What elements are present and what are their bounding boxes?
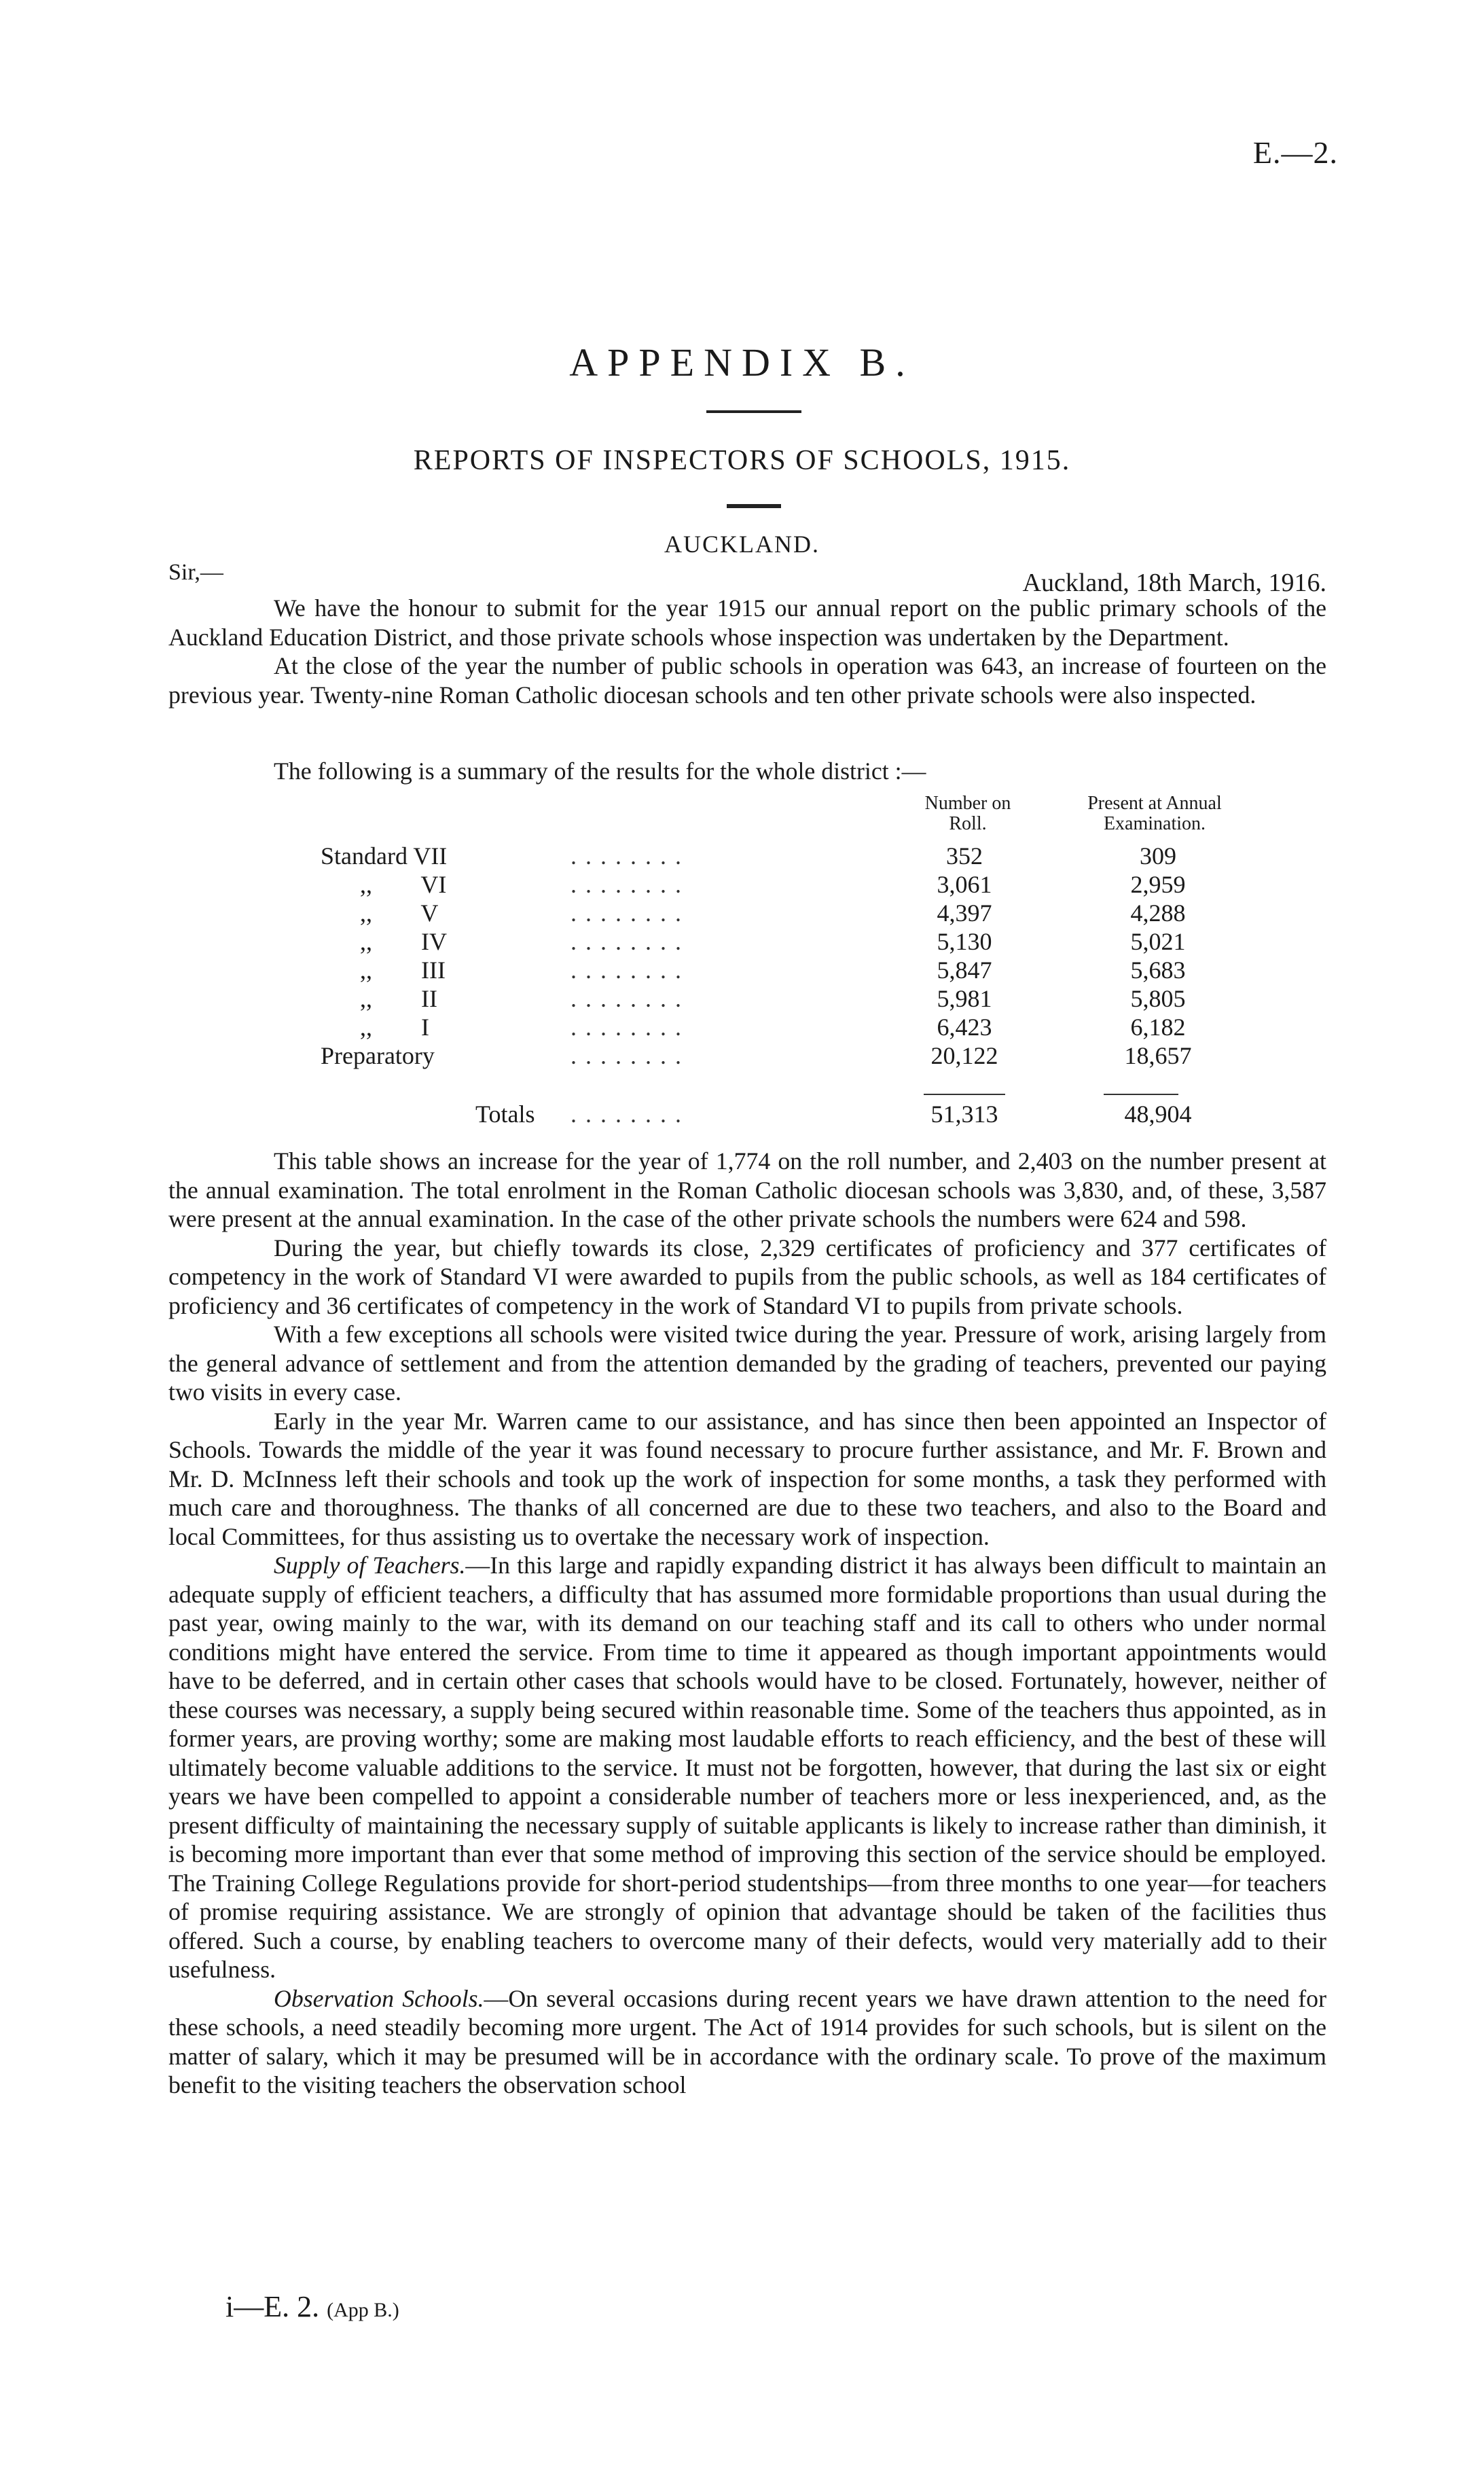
row-roll: 5,981: [937, 985, 992, 1012]
leader-dots: . . . . . . . .: [571, 871, 683, 898]
table-header-present: Present at Annual Examination.: [1087, 793, 1222, 834]
row-present: 4,288: [1130, 899, 1186, 927]
totals-roll: 51,313: [930, 1101, 998, 1128]
row-label: Preparatory: [321, 1042, 435, 1069]
sheet-mark: [225, 2289, 399, 2324]
row-present: 5,683: [1130, 956, 1186, 984]
observation-heading: Observation Schools.: [274, 1984, 484, 2012]
row-roll: 5,130: [937, 928, 992, 955]
title-rule: [706, 410, 801, 413]
intro-section: [168, 594, 1326, 709]
row-present: 5,021: [1130, 928, 1186, 955]
leader-dots: . . . . . . . .: [571, 1014, 683, 1041]
row-roll: 5,847: [937, 956, 992, 984]
subtitle-rule: [727, 504, 781, 508]
report-body: [168, 1147, 1326, 2100]
row-roll: 4,397: [937, 899, 992, 927]
totals-rule-present: [1104, 1094, 1178, 1095]
totals-rule-roll: [924, 1094, 1005, 1095]
leader-dots: . . . . . . . .: [571, 1042, 683, 1069]
row-label: ,, I: [360, 1014, 429, 1041]
salutation: Sir,—: [168, 560, 223, 585]
row-label: Standard VII: [321, 842, 448, 870]
body-paragraph-2: During the year, but chiefly towards its close, 2,329 certificates of proficiency and 377 certificates of competency in the work of Standard VI were awarded to pupils from the public schools, as well as 184 certificates of proficiency and 36 certificates of competency in the work of Standard VI to pupils from private schools.: [168, 1234, 1326, 1319]
leader-dots: . . . . . . . .: [571, 928, 683, 955]
row-label: ,, IV: [360, 928, 447, 955]
row-label: ,, III: [360, 956, 446, 984]
row-label: ,, II: [360, 985, 437, 1012]
district-heading: AUCKLAND.: [664, 531, 820, 558]
body-paragraph-3: With a few exceptions all schools were visited twice during the year. Pressure of work, arising largely from the general advance of settlement and from the attention demanded by the grading of teachers, prevented our paying two visits in every case.: [168, 1321, 1326, 1406]
row-roll: 6,423: [937, 1014, 992, 1041]
row-present: 18,657: [1124, 1042, 1192, 1069]
totals-present: 48,904: [1124, 1101, 1192, 1128]
reports-title: REPORTS OF INSPECTORS OF SCHOOLS, 1915.: [413, 445, 1071, 476]
row-present: 5,805: [1130, 985, 1186, 1012]
intro-paragraph-1: We have the honour to submit for the year 1915 our annual report on the public primary schools of the Auckland Education District, and those private schools whose inspection was undertaken by the Department.: [168, 594, 1326, 651]
leader-dots: . . . . . . . .: [571, 1101, 683, 1128]
leader-dots: . . . . . . . .: [571, 899, 683, 927]
supply-text: —In this large and rapidly expanding district it has always been difficult to maintain an adequate supply of efficient teachers, a difficulty that has assumed more formidable proportions than usual during the past year, owing mainly to the war, with its demand on our teaching staff and its call to others who under normal conditions might have entered the service. From time to time it appeared as though important appointments would have to be deferred, and in certain other cases that schools would have to be closed. Fortunately, however, neither of these courses was necessary, a supply being secured within reasonable time. Some of the teachers thus appointed, as in former years, are proving worthy; some are making most laudable efforts to reach efficiency, and the best of these will ultimately become valuable additions to the service. It must not be forgotten, however, that during the last six or eight years we have been compelled to appoint a considerable number of teachers more or less inexperienced, and, as the present difficulty of maintaining the necessary supply of suitable applicants is likely to increase rather than diminish, it is becoming more important than ever that some method of improving this section of the service should be employed. The Training College Regulations provide for short-period studentships—from three months to one year—for teachers of promise requiring assistance. We are strongly of opinion that advantage should be taken of the facilities thus offered. Such a course, by enabling teachers to overcome many of their defects, would very materially add to their usefulness.: [168, 1552, 1326, 1983]
body-paragraph-1: This table shows an increase for the year of 1,774 on the roll number, and 2,403 on the number present at the annual examination. The total enrolment in the Roman Catholic diocesan schools was 3,830, and, of these, 3,587 were present at the annual examination. In the case of the other private schools the numbers were 624 and 598.: [168, 1147, 1326, 1232]
table-header-roll: Number on Roll.: [924, 793, 1011, 834]
summary-lead: The following is a summary of the results for the whole district :—: [274, 757, 926, 785]
body-paragraph-observation: [168, 1984, 1326, 2100]
supply-heading: Supply of Teachers.: [274, 1552, 466, 1579]
intro-paragraph-2: At the close of the year the number of public schools in operation was 643, an increase of fourteen on the previous year. Twenty-nine Roman Catholic diocesan schools and ten other private schools were also inspected.: [168, 652, 1326, 709]
observation-text: —On several occasions during recent years we have drawn attention to the need for these schools, a need steadily becoming more urgent. The Act of 1914 provides for such schools, but is silent on the matter of salary, which it may be presumed will be in accordance with the ordinary scale. To prove of the maximum benefit to the visiting teachers the observation school: [168, 1984, 1327, 2098]
totals-label: Totals: [475, 1101, 535, 1128]
row-label: ,, VI: [360, 871, 447, 898]
leader-dots: . . . . . . . .: [571, 842, 683, 870]
dateline: Auckland, 18th March, 1916.: [1022, 569, 1326, 597]
sheet-mark-sub: (App B.): [327, 2299, 399, 2321]
row-roll: 352: [946, 842, 983, 870]
leader-dots: . . . . . . . .: [571, 985, 683, 1012]
summary-lead-section: [168, 757, 1326, 786]
sheet-mark-main: i—E. 2.: [225, 2290, 320, 2323]
row-present: 2,959: [1130, 871, 1186, 898]
row-present: 6,182: [1130, 1014, 1186, 1041]
row-present: 309: [1140, 842, 1176, 870]
leader-dots: . . . . . . . .: [571, 956, 683, 984]
row-roll: 20,122: [930, 1042, 998, 1069]
body-paragraph-supply: [168, 1551, 1326, 1984]
page-identifier: E.—2.: [1252, 135, 1338, 170]
body-paragraph-4: Early in the year Mr. Warren came to our assistance, and has since then been appointed an Inspector of Schools. Towards the middle of the year it was found necessary to procure further assistance, and Mr. F. Brown and Mr. D. McInness left their schools and took up the work of inspection for some months, a task they performed with much care and thoroughness. The thanks of all concerned are due to these two teachers, and also to the Board and local Committees, for thus assisting us to overtake the necessary work of inspection.: [168, 1407, 1326, 1550]
row-label: ,, V: [360, 899, 439, 927]
row-roll: 3,061: [937, 871, 992, 898]
appendix-title: APPENDIX B.: [569, 340, 915, 384]
